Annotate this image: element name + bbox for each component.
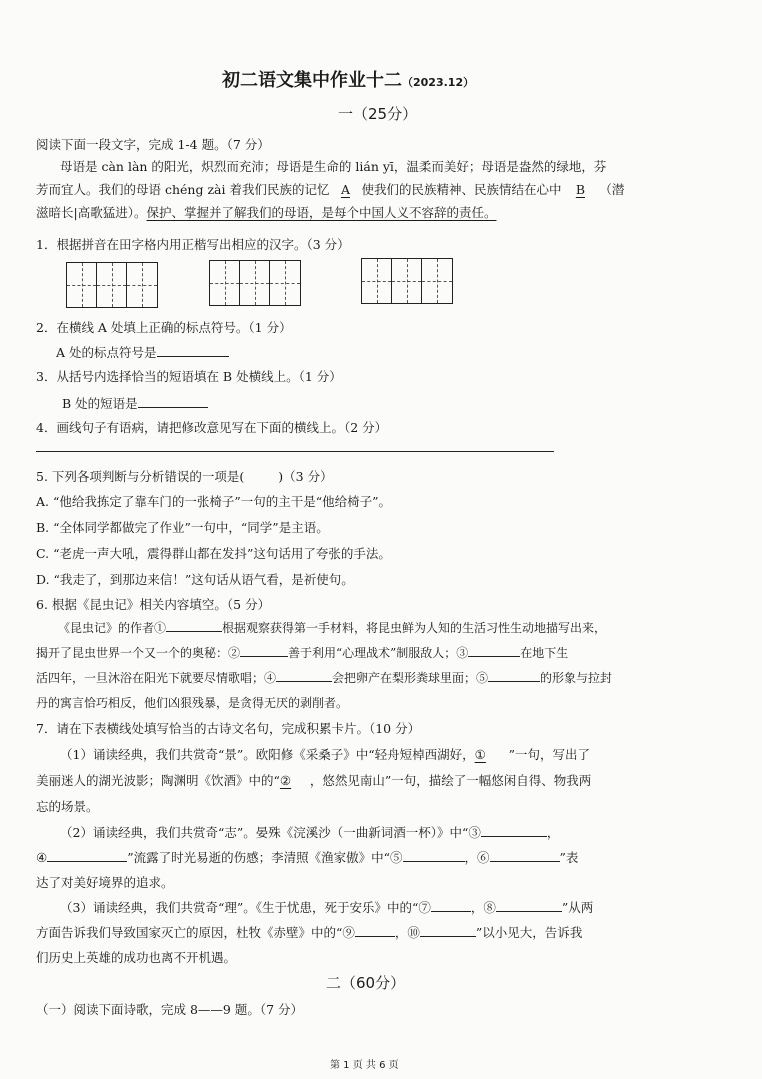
- question-2-answer-row: [56, 343, 229, 361]
- blank-q7-6[interactable]: [490, 849, 560, 862]
- question-2-prompt: A 处的标点符号是: [56, 345, 157, 360]
- reading-intro: 阅读下面一段文字，完成 1-4 题。（7 分）: [36, 137, 270, 152]
- question-5-score: )（3 分）: [278, 469, 333, 484]
- passage-line-2b: 使我们的民族精神、民族情结在心中: [361, 182, 562, 197]
- question-4: 4．画线句子有语病，请把修改意见写在下面的横线上。（2 分）: [36, 420, 388, 435]
- blank-a: A: [340, 182, 350, 197]
- passage-line-1: 母语是 càn làn 的阳光，炽烈而充沛；母语是生命的 lián yī，温柔而美好；母语是盎然的绿地，芬: [60, 159, 607, 174]
- part2-subsection-1: （一）阅读下面诗歌，完成 8——9 题。（7 分）: [36, 1002, 304, 1017]
- q7-text: （3）诵读经典，我们共赏奇“理”。《生于忧患，死于安乐》中的“⑦: [60, 900, 431, 915]
- q6-text: 活四年，一旦沐浴在阳光下就要尽情歌唱；④: [36, 671, 277, 685]
- q6-text: 的形象与拉封: [540, 671, 613, 685]
- question-2: 2．在横线 A 处填上正确的标点符号。（1 分）: [36, 320, 292, 335]
- question-1: 1．根据拼音在田字格内用正楷写出相应的汉字。（3 分）: [36, 237, 350, 252]
- blank-4[interactable]: [276, 669, 332, 682]
- passage-line-2a: 芳而宜人。我们的母语 chéng zài 着我们民族的记忆: [36, 182, 330, 197]
- q7-text: ④: [36, 850, 48, 865]
- q7-text: ，⑥: [464, 850, 490, 865]
- blank-q7-2[interactable]: ②: [279, 773, 292, 788]
- q6-line-3: [36, 669, 612, 686]
- answer-blank[interactable]: [157, 344, 229, 357]
- q7-p2-line-1: [60, 823, 559, 841]
- section-one-heading: 一（25分）: [338, 105, 418, 123]
- q7-text: 美丽迷人的湖光波影；陶渊明《饮酒》中的“: [36, 773, 280, 788]
- blank-q7-7[interactable]: [431, 899, 471, 912]
- grid-cell[interactable]: [210, 261, 240, 305]
- grid-cell[interactable]: [240, 261, 270, 305]
- writing-grid-1[interactable]: [66, 262, 158, 308]
- grid-cell[interactable]: [127, 263, 157, 307]
- q7-text: ，⑩: [394, 925, 420, 940]
- question-5-stem: 5. 下列各项判断与分析错误的一项是(: [36, 469, 245, 484]
- q6-text: 在地下生: [520, 646, 569, 660]
- q6-text: 《昆虫记》的作者①: [58, 621, 167, 635]
- passage-line-2c: （潜: [599, 182, 625, 197]
- passage-line-2: [36, 180, 624, 198]
- grid-cell[interactable]: [392, 259, 422, 303]
- grid-cell[interactable]: [362, 259, 392, 303]
- blank-2[interactable]: [240, 644, 288, 657]
- q7-p1-line-3: 忘的场景。: [36, 799, 99, 814]
- q7-text: ”从两: [561, 900, 594, 915]
- q6-text: 根据观察获得第一手材料，将昆虫鲜为人知的生活习性生动地描写出来，: [222, 621, 607, 635]
- blank-1[interactable]: [166, 619, 222, 632]
- section-two-heading: 二（60分）: [326, 974, 406, 992]
- blank-q7-1[interactable]: ①: [474, 747, 486, 762]
- q7-text: ，⑧: [470, 900, 496, 915]
- title-text: 初二语文集中作业十二: [222, 70, 402, 91]
- blank-b: B: [575, 182, 586, 197]
- passage-line-3: [36, 203, 496, 221]
- q7-p3-line-1: [60, 898, 593, 916]
- blank-q7-9[interactable]: [355, 924, 395, 937]
- grid-cell[interactable]: [67, 263, 97, 307]
- question-3: 3．从括号内选择恰当的短语填在 B 处横线上。（1 分）: [36, 369, 342, 384]
- q7-p1-line-2: [36, 771, 591, 789]
- page-footer: 第 1 页 共 6 页: [330, 1060, 399, 1071]
- question-3-prompt: B 处的短语是: [62, 396, 138, 411]
- q6-text: 会把卵产在梨形粪球里面；⑤: [332, 671, 489, 685]
- grid-cell[interactable]: [422, 259, 452, 303]
- exam-title: [222, 66, 474, 92]
- q7-text: （1）诵读经典，我们共赏奇“景”。欧阳修《采桑子》中“轻舟短棹西湖好，: [60, 747, 475, 762]
- q6-line-2: [36, 644, 568, 661]
- option-a: A. “他给我拣定了靠车门的一张椅子”一句的主干是“他给椅子”。: [36, 494, 392, 509]
- blank-3[interactable]: [468, 644, 520, 657]
- q6-text: 善于利用“心理战术”制服敌人；③: [288, 646, 469, 660]
- answer-blank[interactable]: [138, 395, 208, 408]
- q6-line-4: 丹的寓言恰巧相反，他们凶狠残暴，是贪得无厌的剥削者。: [36, 696, 349, 710]
- q7-p2-line-2: [36, 848, 578, 866]
- q7-text: ”表: [559, 850, 579, 865]
- q7-text: ，: [546, 825, 560, 840]
- q7-text: ”以小见大，告诉我: [475, 925, 583, 940]
- grid-cell[interactable]: [97, 263, 127, 307]
- underlined-sentence: 保护、掌握并了解我们的母语，是每个中国人义不容辞的责任。: [146, 205, 497, 220]
- question-5: [36, 467, 333, 485]
- writing-grid-2[interactable]: [209, 260, 301, 306]
- option-c: C. “老虎一声大吼，震得群山都在发抖”这句话用了夸张的手法。: [36, 546, 391, 561]
- q7-text: ”一句，写出了: [508, 747, 591, 762]
- blank-q7-10[interactable]: [420, 924, 476, 937]
- q7-text: （2）诵读经典，我们共赏奇“志”。晏殊《浣溪沙（一曲新词酒一杯）》中“③: [60, 825, 481, 840]
- option-d: D. “我走了，到那边来信！”这句话从语气看，是祈使句。: [36, 572, 354, 587]
- passage-line-3a: 滋暗长|高歌猛进）。: [36, 205, 147, 220]
- answer-line[interactable]: [36, 451, 554, 452]
- blank-q7-8[interactable]: [496, 899, 562, 912]
- q7-p2-line-3: 达了对美好境界的追求。: [36, 875, 174, 890]
- q6-line-1: [58, 619, 606, 636]
- question-7: 7．请在下表横线处填写恰当的古诗文名句，完成积累卡片。（10 分）: [36, 721, 421, 736]
- q7-text: ，悠然见南山”一句，描绘了一幅悠闲自得、物我两: [309, 773, 592, 788]
- q7-p1-line-1: [60, 745, 590, 763]
- blank-5[interactable]: [488, 669, 540, 682]
- question-3-answer-row: [62, 394, 208, 412]
- q6-text: 揭开了昆虫世界一个又一个的奥秘：②: [36, 646, 241, 660]
- q7-p3-line-2: [36, 923, 582, 941]
- writing-grid-3[interactable]: [361, 258, 453, 304]
- grid-cell[interactable]: [270, 261, 300, 305]
- blank-q7-5[interactable]: [403, 849, 465, 862]
- blank-q7-4[interactable]: [47, 849, 127, 862]
- q7-text: 方面告诉我们导致国家灭亡的原因，杜牧《赤壁》中的“⑨: [36, 925, 355, 940]
- title-date: （2023.12）: [402, 76, 475, 89]
- q7-p3-line-3: 们历史上英雄的成功也离不开机遇。: [36, 950, 237, 965]
- question-6: 6. 根据《昆虫记》相关内容填空。（5 分）: [36, 597, 271, 612]
- blank-q7-3[interactable]: [481, 824, 547, 837]
- q7-text: ”流露了时光易逝的伤感；李清照《渔家傲》中“⑤: [127, 850, 403, 865]
- option-b: B. “全体同学都做完了作业”一句中，“同学”是主语。: [36, 520, 329, 535]
